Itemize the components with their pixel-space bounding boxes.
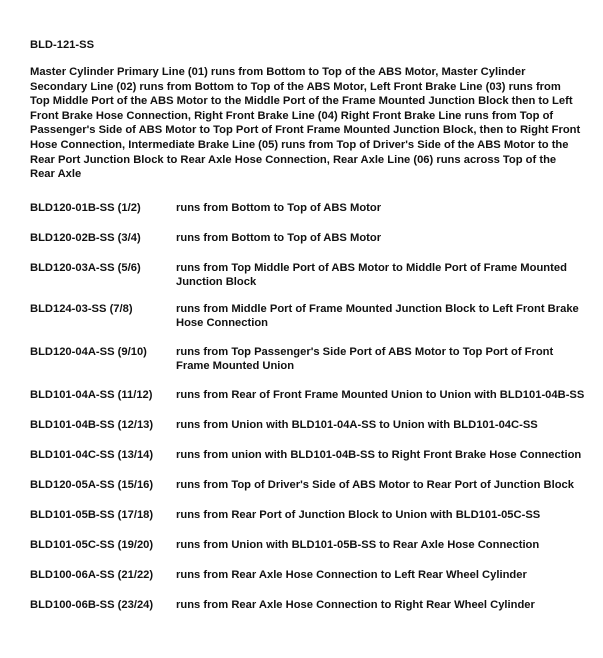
part-description: runs from union with BLD101-04B-SS to Right Front Brake Hose Connection bbox=[176, 448, 582, 461]
part-row bbox=[30, 568, 585, 582]
part-code: BLD120-01B-SS (1/2) bbox=[30, 201, 141, 214]
part-description: runs from Rear of Front Frame Mounted Union to Union with BLD101-04B-SS bbox=[176, 388, 585, 401]
part-description: runs from Top Passenger's Side Port of ABS Motor to Top Port of Front Frame Mounted Union bbox=[176, 345, 554, 372]
part-description: runs from Bottom to Top of ABS Motor bbox=[176, 231, 382, 244]
part-code: BLD100-06B-SS (23/24) bbox=[30, 598, 154, 611]
part-row bbox=[30, 478, 585, 492]
part-row bbox=[30, 508, 585, 522]
part-row bbox=[30, 538, 585, 552]
part-code: BLD124-03-SS (7/8) bbox=[30, 302, 133, 315]
part-description: runs from Rear Axle Hose Connection to Left Rear Wheel Cylinder bbox=[176, 568, 527, 581]
part-code: BLD120-02B-SS (3/4) bbox=[30, 231, 141, 244]
part-code: BLD120-04A-SS (9/10) bbox=[30, 345, 147, 358]
part-description: runs from Union with BLD101-04A-SS to Union with BLD101-04C-SS bbox=[176, 418, 538, 431]
part-description: runs from Union with BLD101-05B-SS to Rear Axle Hose Connection bbox=[176, 538, 540, 551]
part-row bbox=[30, 201, 585, 215]
part-description: runs from Top Middle Port of ABS Motor to Middle Port of Frame Mounted Junction Block bbox=[176, 261, 567, 288]
document-summary: Master Cylinder Primary Line (01) runs from Bottom to Top of the ABS Motor, Master Cylinder Secondary Line (02) runs from Bottom to Top of the ABS Motor, Left Front Brake Line (03) runs from Top Middle Port of the ABS Motor to the Middle Port of the Frame Mounted Junction Block then to Left Front Brake Hose Connection, Right Front Brake Line (04) Right Front Brake Line runs from Top of Passenger's Side of ABS Motor to Top Port of Front Frame Mounted Junction Block, then to Right Front Hose Connection, Intermediate Brake Line (05) runs from Top of Driver's Side of the ABS Motor to the Rear Port Junction Block to Rear Axle Hose Connection, Rear Axle Line (06) runs across Top of the Rear Axle bbox=[30, 66, 581, 181]
part-code: BLD120-03A-SS (5/6) bbox=[30, 261, 141, 274]
part-description: runs from Rear Axle Hose Connection to Right Rear Wheel Cylinder bbox=[176, 598, 535, 611]
part-code: BLD101-05B-SS (17/18) bbox=[30, 508, 154, 521]
part-row bbox=[30, 231, 585, 245]
part-code: BLD101-04B-SS (12/13) bbox=[30, 418, 154, 431]
part-row bbox=[30, 261, 585, 289]
part-row bbox=[30, 598, 585, 612]
part-row bbox=[30, 448, 585, 462]
part-row bbox=[30, 418, 585, 432]
document-title: BLD-121-SS bbox=[30, 39, 95, 51]
document-page bbox=[30, 38, 585, 612]
part-code: BLD101-04C-SS (13/14) bbox=[30, 448, 154, 461]
part-description: runs from Rear Port of Junction Block to Union with BLD101-05C-SS bbox=[176, 508, 541, 521]
part-row bbox=[30, 388, 585, 402]
part-code: BLD101-04A-SS (11/12) bbox=[30, 388, 153, 401]
part-code: BLD100-06A-SS (21/22) bbox=[30, 568, 154, 581]
part-code: BLD101-05C-SS (19/20) bbox=[30, 538, 154, 551]
parts-list bbox=[30, 201, 585, 612]
part-row bbox=[30, 302, 585, 330]
part-code: BLD120-05A-SS (15/16) bbox=[30, 478, 154, 491]
part-description: runs from Middle Port of Frame Mounted Junction Block to Left Front Brake Hose Connection bbox=[176, 302, 579, 329]
part-description: runs from Bottom to Top of ABS Motor bbox=[176, 201, 382, 214]
part-description: runs from Top of Driver's Side of ABS Motor to Rear Port of Junction Block bbox=[176, 478, 574, 491]
part-row bbox=[30, 345, 585, 373]
